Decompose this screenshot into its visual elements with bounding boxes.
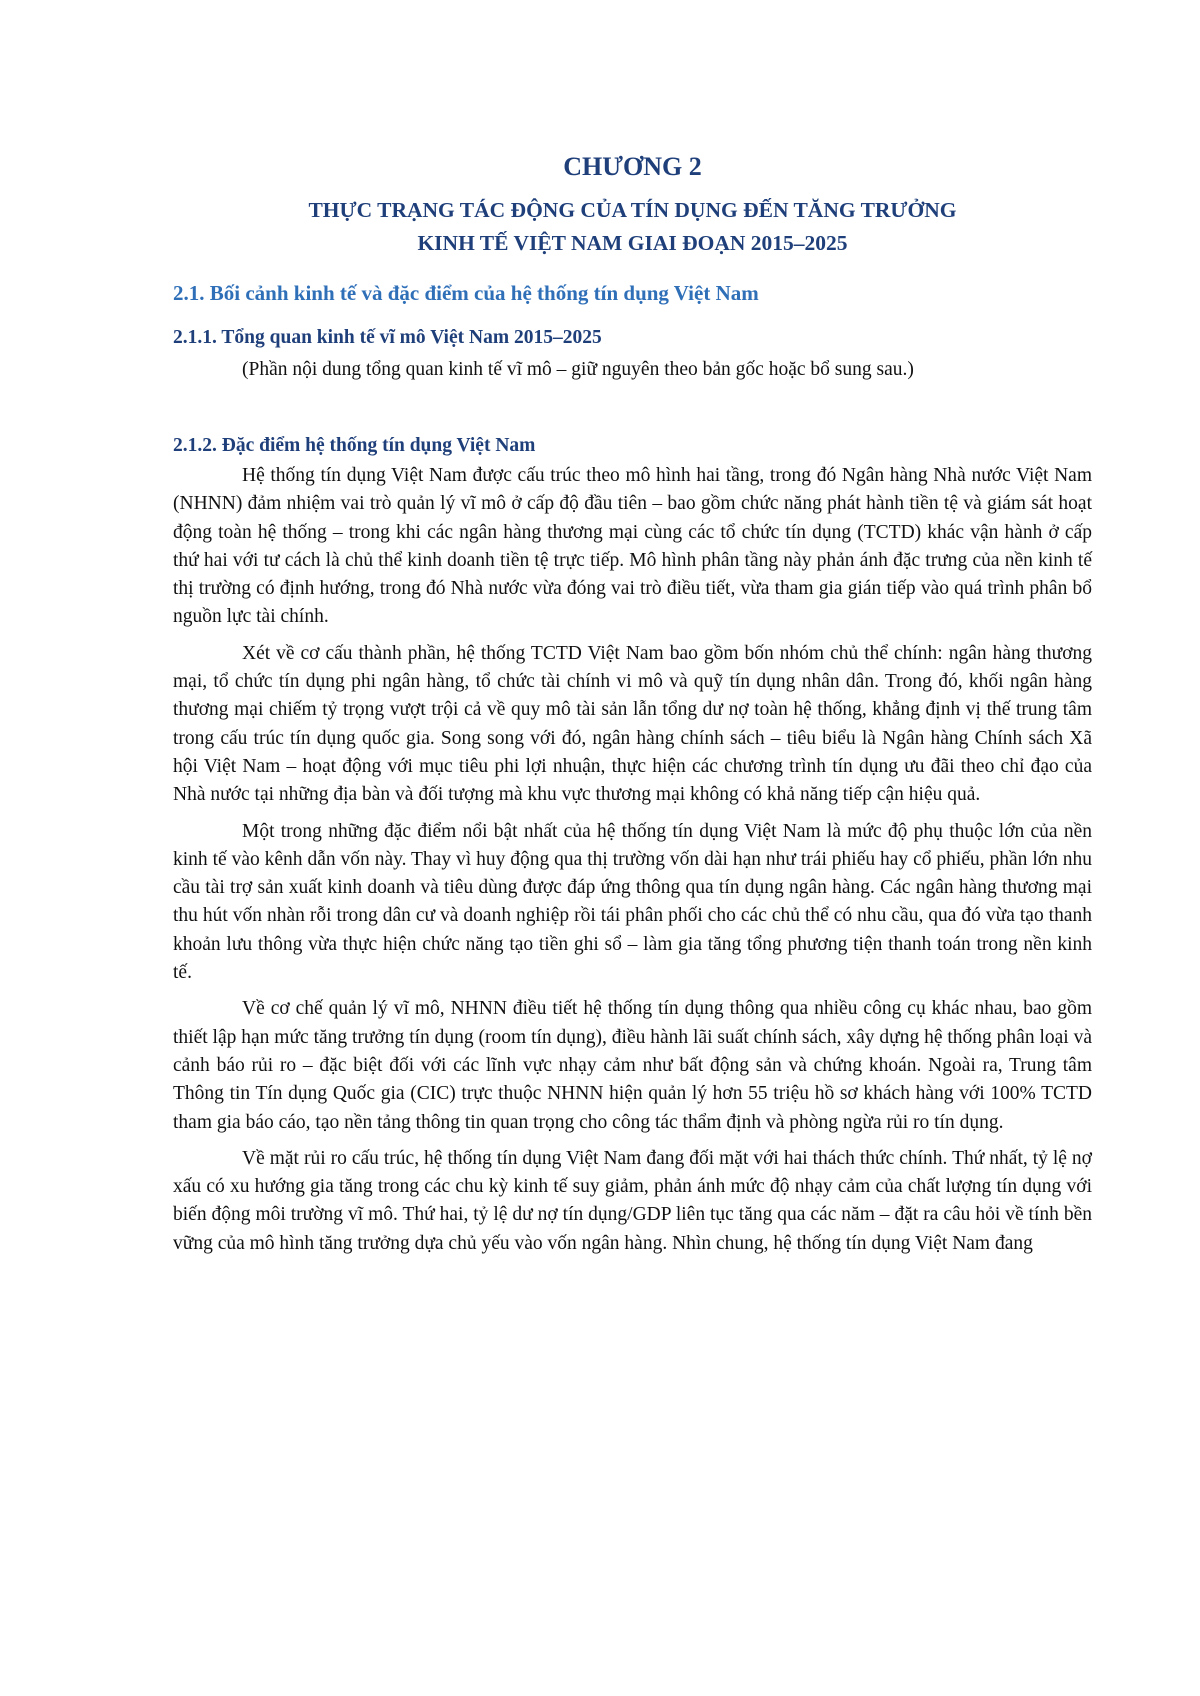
paragraph-3: Một trong những đặc điểm nổi bật nhất của hệ thống tín dụng Việt Nam là mức độ phụ thuộc lớn của nền kinh tế vào kênh dẫn vốn này. Thay vì huy động qua thị trường vốn dài hạn như trái phiếu hay cổ phiếu, phần lớn nhu cầu tài trợ sản xuất kinh doanh và tiêu dùng được đáp ứng thông qua tín dụng ngân hàng. Các ngân hàng thương mại thu hút vốn nhàn rỗi trong dân cư và doanh nghiệp rồi tái phân phối cho các chủ thể có nhu cầu, qua đó vừa tạo thanh khoản lưu thông vừa thực hiện chức năng tạo tiền ghi sổ – làm gia tăng tổng phương tiện thanh toán trong nền kinh tế. (173, 820, 1092, 984)
subsection-note: (Phần nội dung tổng quan kinh tế vĩ mô – giữ nguyên theo bản gốc hoặc bổ sung sau.) (242, 359, 914, 380)
subsection-heading-2-1-1: 2.1.1. Tổng quan kinh tế vĩ mô Việt Nam 2015–2025 (173, 327, 602, 348)
chapter-title (173, 194, 1092, 260)
section-heading: 2.1. Bối cảnh kinh tế và đặc điểm của hệ thống tín dụng Việt Nam (173, 281, 759, 305)
page-content (173, 150, 1092, 1266)
chapter-title-line-2: KINH TẾ VIỆT NAM GIAI ĐOẠN 2015–2025 (417, 231, 848, 255)
chapter-number: CHƯƠNG 2 (563, 152, 702, 181)
paragraph-2: Xét về cơ cấu thành phần, hệ thống TCTD Việt Nam bao gồm bốn nhóm chủ thể chính: ngân hàng thương mại, tổ chức tín dụng phi ngân hàng, tổ chức tài chính vi mô và quỹ tín dụng nhân dân. Trong đó, khối ngân hàng thương mại chiếm tỷ trọng vượt trội cả về quy mô tài sản lẫn tổng dư nợ toàn hệ thống, khẳng định vị thế trung tâm trong cấu trúc tín dụng quốc gia. Song song với đó, ngân hàng chính sách – tiêu biểu là Ngân hàng Chính sách Xã hội Việt Nam – hoạt động với mục tiêu phi lợi nhuận, thực hiện các chương trình tín dụng ưu đãi theo chỉ đạo của Nhà nước tại những địa bàn và đối tượng mà khu vực thương mại không có khả năng tiếp cận hiệu quả. (173, 642, 1092, 806)
paragraph-4: Về cơ chế quản lý vĩ mô, NHNN điều tiết hệ thống tín dụng thông qua nhiều công cụ khác nhau, bao gồm thiết lập hạn mức tăng trưởng tín dụng (room tín dụng), điều hành lãi suất chính sách, xây dựng hệ thống phân loại và cảnh báo rủi ro – đặc biệt đối với các lĩnh vực nhạy cảm như bất động sản và chứng khoán. Ngoài ra, Trung tâm Thông tin Tín dụng Quốc gia (CIC) trực thuộc NHNN hiện quản lý hơn 55 triệu hồ sơ khách hàng với 100% TCTD tham gia báo cáo, tạo nền tảng thông tin quan trọng cho công tác thẩm định và phòng ngừa rủi ro tín dụng. (173, 998, 1092, 1133)
paragraph-1: Hệ thống tín dụng Việt Nam được cấu trúc theo mô hình hai tầng, trong đó Ngân hàng Nhà nước Việt Nam (NHNN) đảm nhiệm vai trò quản lý vĩ mô ở cấp độ đầu tiên – bao gồm chức năng phát hành tiền tệ và giám sát hoạt động toàn hệ thống – trong khi các ngân hàng thương mại cùng các tổ chức tín dụng (TCTD) khác vận hành ở cấp thứ hai với tư cách là chủ thể kinh doanh tiền tệ trực tiếp. Mô hình phân tầng này phản ánh đặc trưng của nền kinh tế thị trường có định hướng, trong đó Nhà nước vừa đóng vai trò điều tiết, vừa tham gia gián tiếp vào quá trình phân bổ nguồn lực tài chính. (173, 465, 1092, 628)
paragraph-5: Về mặt rủi ro cấu trúc, hệ thống tín dụng Việt Nam đang đối mặt với hai thách thức chính. Thứ nhất, tỷ lệ nợ xấu có xu hướng gia tăng trong các chu kỳ kinh tế suy giảm, phản ánh mức độ nhạy cảm của chất lượng tín dụng với biến động môi trường vĩ mô. Thứ hai, tỷ lệ dư nợ tín dụng/GDP liên tục tăng qua các năm – đặt ra câu hỏi về tính bền vững của mô hình tăng trưởng dựa chủ yếu vào vốn ngân hàng. Nhìn chung, hệ thống tín dụng Việt Nam đang (173, 1147, 1092, 1254)
chapter-title-line-1: THỰC TRẠNG TÁC ĐỘNG CỦA TÍN DỤNG ĐẾN TĂNG TRƯỞNG (308, 198, 957, 222)
subsection-heading-2-1-2: 2.1.2. Đặc điểm hệ thống tín dụng Việt Nam (173, 435, 536, 456)
